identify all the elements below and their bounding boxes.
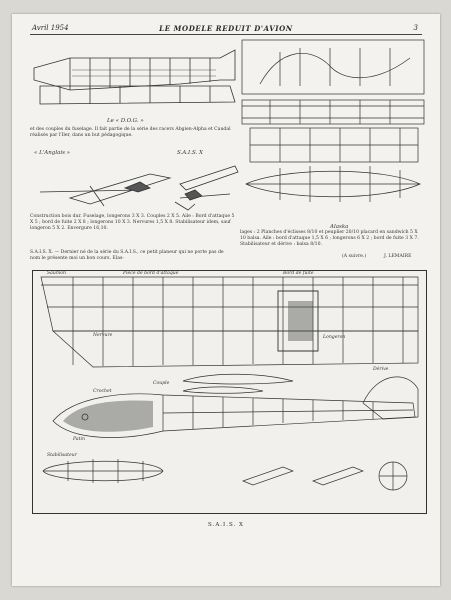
author-signature: J. LEMAIRE xyxy=(384,254,412,259)
dog-caption: Le « D.O.G. » xyxy=(107,118,144,124)
header-date: Avril 1954 xyxy=(32,24,69,32)
dog-fuselage-drawing xyxy=(30,40,240,116)
label-crochet: Crochet xyxy=(93,389,112,394)
alaska-caption: Alaska xyxy=(330,224,349,230)
label-bord-fuite: Bord de fuite xyxy=(283,271,314,276)
page-number: 3 xyxy=(413,24,418,32)
label-bord-attaque: Pièce de bord d'attaque xyxy=(123,271,179,276)
blueprint-drawing xyxy=(33,271,426,513)
glider-sketches xyxy=(30,154,240,212)
label-patin: Patin xyxy=(73,437,85,442)
label-longeron: Longeron xyxy=(323,335,346,340)
alaska-text: lages : 2 Planches d'éclisses 8/10 et peuplier 20/10 placard en sandwich 5 X 10 balsa. Aile : bord d'attaque 1,5 X 6 ; longerons 6 X 2 ; bord de fuite 3 X 7. Stabilisateur et dérive : balsa 8/10. xyxy=(240,230,419,247)
label-stabilisateur: Stabilisateur xyxy=(47,453,77,458)
anglais-label: « L'Anglais » xyxy=(34,150,71,156)
sais-blueprint xyxy=(32,270,427,514)
alaska-drawings xyxy=(240,38,426,222)
dog-text: et des couples du fuselage. Il fait partie de la série des racers Abgien-Alpha et Caudal réalisés par l'Iler, dans un but pédagogique. xyxy=(30,127,231,138)
label-derive: Dérive xyxy=(373,367,389,372)
magazine-page xyxy=(12,14,440,586)
page-footer: S.A.I.S. X xyxy=(208,522,244,528)
sais-text: S.A.I.S. X. — Dernier né de la série du S.A.I.S., ce petit planeur qui ne porte pas de nom le présente moi un bon cours. Elas- xyxy=(30,250,224,261)
header-title: LE MODELE REDUIT D'AVION xyxy=(159,24,293,33)
sais-label: S.A.I.S. X xyxy=(177,150,203,156)
construction-spec: Construction bois dur. Fuselage, longerons 3 X 3. Couples 2 X 5. Aile : Bord d'attaque 5 X 5 ; bord de fuite 2 X 8 ; longerons 10 X 3. Nervures 1,5 X 8. Stabilisateur idem, sauf longeron 5 X 2. Envergure 16,10. xyxy=(30,214,235,231)
a-suivre: (A suivre.) xyxy=(342,254,367,259)
header-rule xyxy=(30,34,422,35)
label-nervure: Nervure xyxy=(93,333,113,338)
label-couple: Couple xyxy=(153,381,170,386)
label-saumon: Saumon xyxy=(47,271,66,276)
